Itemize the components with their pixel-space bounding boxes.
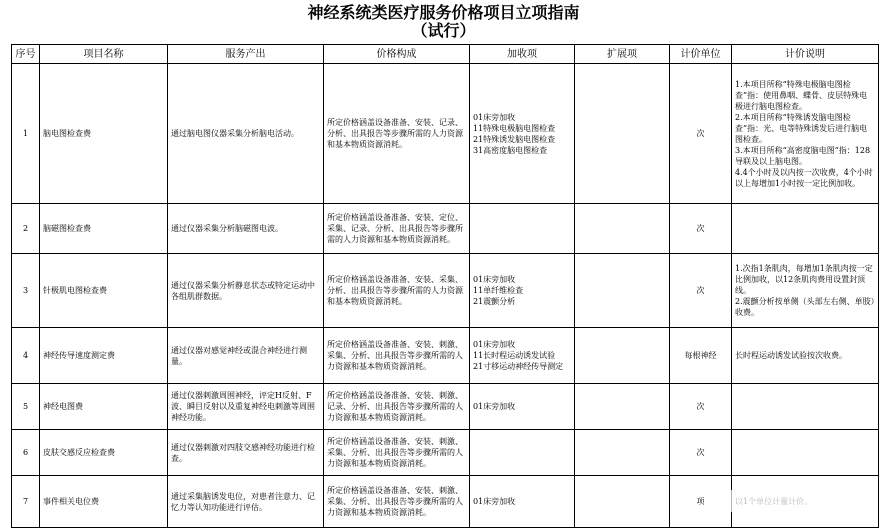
cell-price: 所定价格涵盖设备准备、安装、定位、采集、记录、分析、出具报告等步骤所需的人力资源和基本物质资源消耗。 bbox=[324, 204, 470, 254]
cell-addon-line: 11长时程运动诱发试验 bbox=[473, 351, 556, 360]
cell-ext bbox=[575, 254, 670, 328]
cell-ext bbox=[575, 204, 670, 254]
cell-addon bbox=[470, 254, 575, 328]
cell-output: 通过脑电图仪器采集分析脑电活动。 bbox=[168, 64, 324, 204]
cell-addon-line: 21特殊诱发脑电图检查 bbox=[473, 134, 556, 144]
table-row bbox=[12, 328, 879, 384]
cell-price: 所定价格涵盖设备准备、安装、刺激、采集、分析、出具报告等步骤所需的人力资源和基本物质资源消耗。 bbox=[324, 476, 470, 528]
header-name: 项目名称 bbox=[40, 45, 168, 64]
cell-name: 事件相关电位费 bbox=[40, 476, 168, 528]
cell-output: 通过仪器采集分析静息状态或特定运动中各组肌群数据。 bbox=[168, 254, 324, 328]
cell-ext bbox=[575, 430, 670, 476]
cell-addon-line: 31高密度脑电图检查 bbox=[473, 145, 548, 155]
cell-price: 所定价格涵盖设备准备、安装、刺激、采集、分析、出具报告等步骤所需的人力资源和基本物质资源消耗。 bbox=[324, 328, 470, 384]
cell-no: 2 bbox=[12, 204, 40, 254]
cell-note bbox=[732, 254, 879, 328]
cell-output: 通过采集脑诱发电位，对患者注意力、记忆力等认知功能进行评估。 bbox=[168, 476, 324, 528]
cell-price: 所定价格涵盖设备准备、安装、刺激、记录、分析、出具报告等步骤所需的人力资源和基本物质资源消耗。 bbox=[324, 384, 470, 430]
document-title: 神经系统类医疗服务价格项目立项指南 bbox=[307, 3, 580, 22]
cell-addon-line: 11特殊电极脑电图检查 bbox=[473, 123, 556, 133]
cell-unit: 次 bbox=[670, 254, 732, 328]
cell-output: 通过仪器刺激对四肢交感神经功能进行检查。 bbox=[168, 430, 324, 476]
cell-unit: 次 bbox=[670, 384, 732, 430]
cell-addon-line: 21寸移运动神经传导测定 bbox=[473, 362, 564, 371]
cell-no: 1 bbox=[12, 64, 40, 204]
cell-name: 脑电图检查费 bbox=[40, 64, 168, 204]
cell-note bbox=[732, 384, 879, 430]
cell-output: 通过仪器刺激周围神经，评定H反射、F波、瞬目反射以及重复神经电刺激等周围神经功能。 bbox=[168, 384, 324, 430]
cell-note bbox=[732, 430, 879, 476]
cell-note-line: 3.本项目所称“高密度脑电图”指：128导联及以上脑电图。 bbox=[735, 145, 871, 166]
cell-unit: 项 bbox=[670, 476, 732, 528]
cell-addon-line: 01床旁加收 bbox=[473, 275, 516, 284]
cell-note-line: 4.4个小时及以内按一次收费，4个小时以上每增加1小时按一定比例加收。 bbox=[735, 167, 873, 188]
cell-no: 3 bbox=[12, 254, 40, 328]
cell-unit: 次 bbox=[670, 430, 732, 476]
table-row bbox=[12, 384, 879, 430]
header-no: 序号 bbox=[12, 45, 40, 64]
cell-ext bbox=[575, 64, 670, 204]
cell-addon bbox=[470, 64, 575, 204]
cell-output: 通过仪器采集分析脑磁图电波。 bbox=[168, 204, 324, 254]
document-subtitle: （试行） bbox=[411, 21, 476, 40]
cell-addon-line: 21震颤分析 bbox=[473, 297, 516, 306]
table-header-row bbox=[12, 45, 879, 64]
cell-no: 5 bbox=[12, 384, 40, 430]
header-price: 价格构成 bbox=[324, 45, 470, 64]
header-ext: 扩展项 bbox=[575, 45, 670, 64]
cell-name: 神经传导速度测定费 bbox=[40, 328, 168, 384]
cell-unit: 每根神经 bbox=[670, 328, 732, 384]
cell-unit: 次 bbox=[670, 204, 732, 254]
header-output: 服务产出 bbox=[168, 45, 324, 64]
cell-addon-line: 01床旁加收 bbox=[473, 340, 516, 349]
cell-ext bbox=[575, 328, 670, 384]
cell-addon-line: 01床旁加收 bbox=[473, 402, 516, 411]
cell-no: 7 bbox=[12, 476, 40, 528]
cell-addon-line: 01床旁加收 bbox=[473, 497, 516, 506]
cell-unit: 次 bbox=[670, 64, 732, 204]
cell-note-line: 1.次指1条肌肉，每增加1条肌肉按一定比例加收，以12条肌肉费用设置封顶线。 bbox=[735, 264, 873, 295]
cell-note bbox=[732, 328, 879, 384]
header-addon: 加收项 bbox=[470, 45, 575, 64]
cell-name: 脑磁图检查费 bbox=[40, 204, 168, 254]
cell-note bbox=[732, 204, 879, 254]
cell-price: 所定价格涵盖设备准备、安装、刺激、采集、分析、出具报告等步骤所需的人力资源和基本物质资源消耗。 bbox=[324, 430, 470, 476]
cell-note-line: 1.本项目所称“特殊电极脑电图检查”指：使用鼻咽、蝶骨、皮层特殊电极进行脑电图检查。 bbox=[735, 79, 868, 111]
cell-no: 4 bbox=[12, 328, 40, 384]
cell-note bbox=[732, 64, 879, 204]
table-row bbox=[12, 430, 879, 476]
cell-price: 所定价格涵盖设备准备、安装、采集、分析、出具报告等步骤所需的人力资源和基本物质资源消耗。 bbox=[324, 254, 470, 328]
cell-ext bbox=[575, 384, 670, 430]
cell-price: 所定价格涵盖设备准备、安装、记录、分析、出具报告等步骤所需的人力资源和基本物质资源消耗。 bbox=[324, 64, 470, 204]
cell-output: 通过仪器对感觉神经或混合神经进行测量。 bbox=[168, 328, 324, 384]
cell-addon-line: 11单纤维检查 bbox=[473, 286, 524, 295]
cell-name: 针极肌电图检查费 bbox=[40, 254, 168, 328]
cell-addon-line: 01床旁加收 bbox=[473, 112, 516, 122]
table-row bbox=[12, 254, 879, 328]
cell-note-line: 2.本项目所称“特殊诱发脑电图检查”指：光、电等特殊诱发后进行脑电图检查。 bbox=[735, 112, 868, 144]
table-row bbox=[12, 64, 879, 204]
watermark-overlay bbox=[722, 490, 872, 512]
table-row bbox=[12, 204, 879, 254]
cell-name: 皮肤交感反应检查费 bbox=[40, 430, 168, 476]
cell-note-line: 长时程运动诱发试验按次收费。 bbox=[735, 351, 847, 360]
cell-addon bbox=[470, 204, 575, 254]
pricing-table bbox=[11, 44, 879, 528]
cell-note-line: 2.震颤分析按单侧（头部左右侧、单肢）收费。 bbox=[735, 297, 875, 317]
cell-name: 神经电图费 bbox=[40, 384, 168, 430]
cell-ext bbox=[575, 476, 670, 528]
cell-addon bbox=[470, 328, 575, 384]
header-note: 计价说明 bbox=[732, 45, 879, 64]
cell-addon bbox=[470, 430, 575, 476]
cell-addon bbox=[470, 384, 575, 430]
cell-no: 6 bbox=[12, 430, 40, 476]
header-unit: 计价单位 bbox=[670, 45, 732, 64]
cell-addon bbox=[470, 476, 575, 528]
